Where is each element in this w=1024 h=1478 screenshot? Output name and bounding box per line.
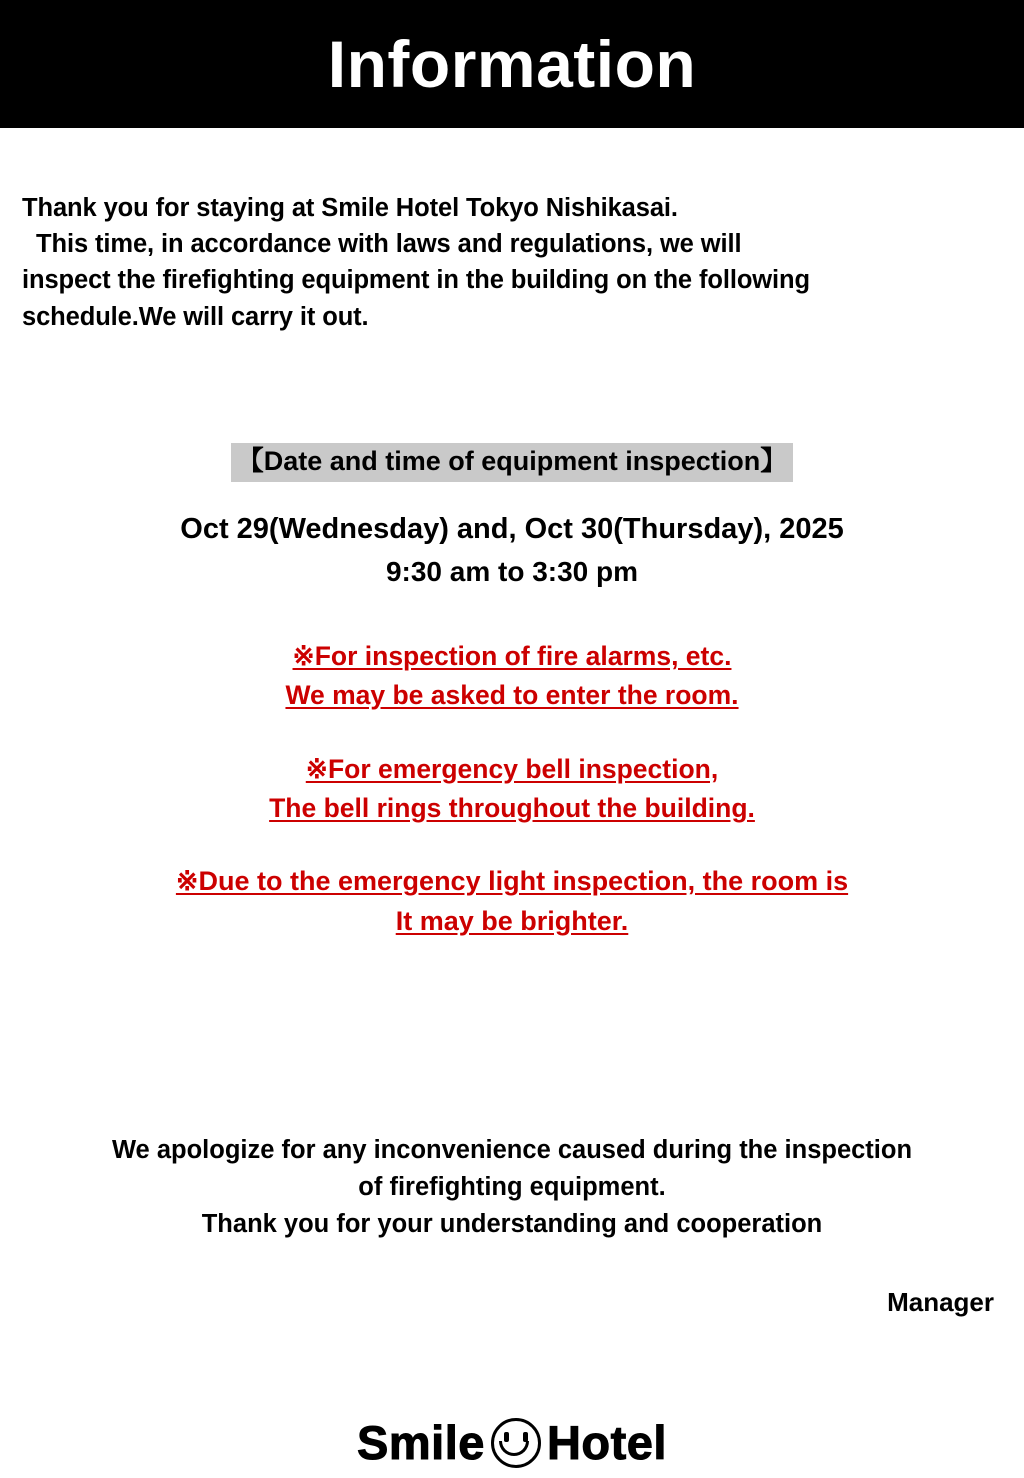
- inspection-schedule-heading: 【Date and time of equipment inspection】: [231, 443, 794, 482]
- signature: Manager: [887, 1286, 994, 1317]
- closing-line-1: We apologize for any inconvenience caused during the inspection: [111, 1136, 913, 1165]
- intro-line-1: Thank you for staying at Smile Hotel Tokyo Nishikasai.: [22, 194, 678, 222]
- logo-word-smile: Smile: [357, 1416, 485, 1469]
- notice-item-fire-alarm: [0, 637, 1024, 715]
- intro-line-2: This time, in accordance with laws and regulations, we will: [36, 230, 742, 259]
- notice-list: [0, 637, 1024, 942]
- notice-1-line-1: ※For inspection of fire alarms, etc.: [292, 641, 732, 672]
- intro-line-3: inspect the firefighting equipment in the building on the following: [22, 266, 810, 295]
- notice-2-line-2: The bell rings throughout the building.: [269, 792, 755, 823]
- notice-2-line-1: ※For emergency bell inspection,: [305, 753, 719, 784]
- smiley-face-icon: [491, 1418, 541, 1468]
- brand-logo: [0, 1415, 1024, 1470]
- inspection-date: Oct 29(Wednesday) and, Oct 30(Thursday), 2025: [180, 512, 844, 545]
- notice-1-line-2: We may be asked to enter the room.: [285, 680, 739, 711]
- inspection-time: 9:30 am to 3:30 pm: [385, 556, 639, 588]
- closing-paragraph: [0, 1132, 1024, 1243]
- logo-content: [357, 1415, 667, 1470]
- intro-paragraph: [22, 190, 994, 335]
- page-title: Information: [327, 27, 697, 101]
- notice-3-line-2: It may be brighter.: [395, 906, 629, 937]
- intro-line-4: schedule.We will carry it out.: [22, 302, 369, 331]
- logo-word-hotel: Hotel: [546, 1416, 667, 1469]
- notice-3-line-1: ※Due to the emergency light inspection, the room is: [175, 866, 849, 897]
- notice-item-emergency-bell: [0, 750, 1024, 828]
- header-banner: [0, 0, 1024, 128]
- inspection-date-block: [0, 508, 1024, 594]
- notice-item-emergency-light: [0, 862, 1024, 942]
- closing-line-3: Thank you for your understanding and cooperation: [201, 1209, 823, 1238]
- section-heading-container: [0, 443, 1024, 482]
- closing-line-2: of firefighting equipment.: [358, 1173, 666, 1201]
